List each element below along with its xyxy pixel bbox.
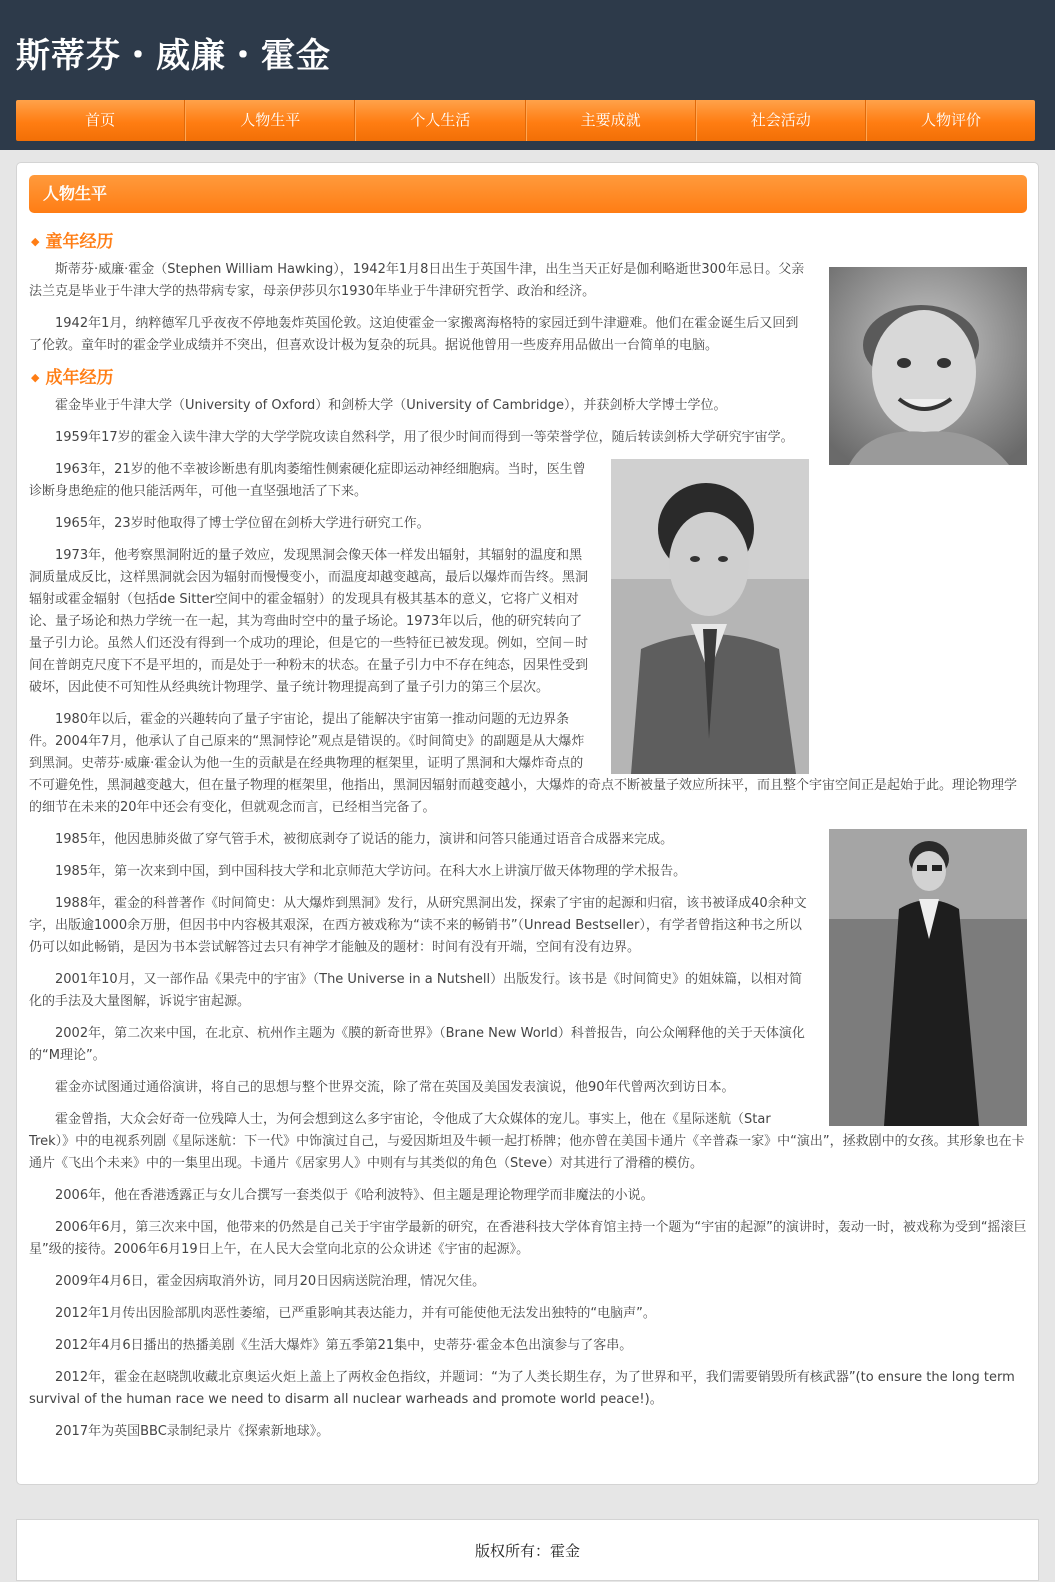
main-panel xyxy=(16,162,1039,1485)
paragraph: 1985年，他因患肺炎做了穿气管手术，被彻底剥夺了说话的能力，演讲和问答只能通过语音合成器来完成。 xyxy=(55,832,674,847)
paragraph: 1973年，他考察黑洞附近的量子效应，发现黑洞会像天体一样发出辐射，其辐射的温度和黑洞质量成反比，这样黑洞就会因为辐射而慢慢变小，而温度却越变越高，最后以爆炸而告终。黑洞辐射或霍金辐射（包括de Sitter空间中的霍金辐射）的发现具有极其基本的意义，它将广义相对论、量子场论和热力学统一在一起，其为弯曲时空中的量子场论。1973年以后，他的研究转向了量子引力论。虽然人们还没有得到一个成功的理论，但是它的一些特征已被发现。例如，空间－时间在普朗克尺度下不是平坦的，而是处于一种粉末的状态。在量子引力中不存在纯态，因果性受到破坏，因此使不可知性从经典统计物理学、量子统计物理提高到了量子引力的第三个层次。 xyxy=(29,548,589,695)
graduation-photo xyxy=(829,829,1027,1126)
paragraph: 霍金曾指，大众会好奇一位残障人士，为何会想到这么多宇宙论，令他成了大众媒体的宠儿。事实上，他在《星际迷航（Star Trek）》中的电视系列剧《星际迷航：下一代》中饰演过自己，与爱因斯坦及牛顿一起打桥牌；他亦曾在美国卡通片《辛普森一家》中“演出”，拯救剧中的女孩。其形象也在卡通片《飞出个未来》中的一集里出现。卡通片《居家男人》中则有与其类似的角色（Steve）对其进行了滑稽的模仿。 xyxy=(29,1112,1025,1171)
paragraph: 2006年6月，第三次来中国，他带来的仍然是自己关于宇宙学最新的研究，在香港科技大学体育馆主持一个题为“宇宙的起源”的演讲时，轰动一时，被戏称为受到“摇滚巨星”级的接待。2006年6月19日上午，在人民大会堂向北京的公众讲述《宇宙的起源》。 xyxy=(29,1220,1027,1257)
paragraph: 霍金毕业于牛津大学（University of Oxford）和剑桥大学（University of Cambridge），并获剑桥大学博士学位。 xyxy=(55,398,727,413)
paragraph: 1988年，霍金的科普著作《时间简史：从大爆炸到黑洞》发行，从研究黑洞出发，探索了宇宙的起源和归宿，该书被译成40余种文字，出版逾1000余万册，但因书中内容极其艰深，在西方被戏称为“读不来的畅销书”（Unread Bestseller），有学者曾指这种书之所以仍可以如此畅销，是因为书本尝试解答过去只有神学才能触及的题材：时间有没有开端，空间有没有边界。 xyxy=(29,896,807,955)
paragraph: 1959年17岁的霍金入读牛津大学的大学学院攻读自然科学，用了很少时间而得到一等荣誉学位，随后转读剑桥大学研究宇宙学。 xyxy=(55,430,794,445)
diamond-bullet-icon: ◆ xyxy=(31,371,40,384)
paragraph: 霍金亦试图通过通俗演讲，将自己的思想与整个世界交流，除了常在英国及美国发表演说，他90年代曾两次到访日本。 xyxy=(55,1080,735,1095)
adult-heading-text: 成年经历 xyxy=(45,368,114,388)
paragraph: 斯蒂芬·威廉·霍金（Stephen William Hawking），1942年1月8日出生于英国牛津，出生当天正好是伽利略逝世300年忌日。父亲法兰克是毕业于牛津大学的热带病专家，母亲伊莎贝尔1930年毕业于牛津研究哲学、政治和经济。 xyxy=(29,262,805,299)
paragraph: 1985年，第一次来到中国，到中国科技大学和北京师范大学访问。在科大水上讲演厅做天体物理的学术报告。 xyxy=(55,864,687,879)
paragraph: 2012年4月6日播出的热播美剧《生活大爆炸》第五季第21集中，史蒂芬·霍金本色出演参与了客串。 xyxy=(55,1338,633,1353)
paragraph: 1963年，21岁的他不幸被诊断患有肌肉萎缩性侧索硬化症即运动神经细胞病。当时，医生曾诊断身患绝症的他只能活两年，可他一直坚强地活了下来。 xyxy=(29,462,586,499)
paragraph: 2001年10月，又一部作品《果壳中的宇宙》（The Universe in a Nutshell）出版发行。该书是《时间简史》的姐妹篇，以相对简化的手法及大量图解，诉说宇宙起源。 xyxy=(29,972,803,1009)
childhood-heading-text: 童年经历 xyxy=(45,232,114,252)
copyright-text: 版权所有：霍金 xyxy=(474,1542,580,1560)
nav-item-social-activities[interactable]: 社会活动 xyxy=(696,100,866,141)
childhood-photo xyxy=(829,267,1027,465)
childhood-heading xyxy=(29,231,1027,253)
paragraph: 2006年，他在香港透露正与女儿合撰写一套类似于《哈利波特》、但主题是理论物理学而非魔法的小说。 xyxy=(55,1188,654,1203)
paragraph: 2012年1月传出因脸部肌肉恶性萎缩，已严重影响其表达能力，并有可能使他无法发出独特的“电脑声”。 xyxy=(55,1306,656,1321)
diamond-bullet-icon: ◆ xyxy=(31,235,40,248)
paragraph: 2012年，霍金在赵晓凯收藏北京奥运火炬上盖上了两枚金色指纹，并题词：“为了人类长期生存，为了世界和平，我们需要销毁所有核武器”(to ensure the long term survival of the human race we need to disarm all nuclear warheads and promote world peace!)。 xyxy=(29,1370,1015,1407)
article-content xyxy=(29,221,1027,1453)
youth-photo xyxy=(611,459,809,774)
nav-item-evaluation[interactable]: 人物评价 xyxy=(866,100,1035,141)
paragraph: 2009年4月6日，霍金因病取消外访，同月20日因病送院治理，情况欠佳。 xyxy=(55,1274,486,1289)
site-title: 斯蒂芬・威廉・霍金 xyxy=(16,36,331,76)
paragraph: 1965年，23岁时他取得了博士学位留在剑桥大学进行研究工作。 xyxy=(55,516,430,531)
nav-item-personal-life[interactable]: 个人生活 xyxy=(355,100,525,141)
main-nav xyxy=(16,100,1035,141)
site-footer xyxy=(16,1519,1039,1581)
nav-item-achievements[interactable]: 主要成就 xyxy=(526,100,696,141)
paragraph: 1980年以后，霍金的兴趣转向了量子宇宙论，提出了能解决宇宙第一推动问题的无边界条件。2004年7月，他承认了自己原来的“黑洞悖论”观点是错误的。《时间简史》的副题是从大爆炸到黑洞。史蒂芬·威廉·霍金认为他一生的贡献是在经典物理的框架里，证明了黑洞和大爆炸奇点的不可避免性，黑洞越变越大，但在量子物理的框架里，他指出，黑洞因辐射而越变越小，大爆炸的奇点不断被量子效应所抹平，而且整个宇宙空间正是起始于此。理论物理学的细节在未来的20年中还会有变化，但就观念而言，已经相当完备了。 xyxy=(29,712,1018,815)
section-title: 人物生平 xyxy=(29,175,1027,213)
paragraph: 2017年为英国BBC录制纪录片《探索新地球》。 xyxy=(55,1424,330,1439)
nav-item-home[interactable]: 首页 xyxy=(16,100,185,141)
nav-item-biography[interactable]: 人物生平 xyxy=(185,100,355,141)
site-header xyxy=(0,0,1055,150)
paragraph: 1942年1月，纳粹德军几乎夜夜不停地轰炸英国伦敦。这迫使霍金一家搬离海格特的家园迁到牛津避难。他们在霍金诞生后又回到了伦敦。童年时的霍金学业成绩并不突出，但喜欢设计极为复杂的玩具。据说他曾用一些废弃用品做出一台简单的电脑。 xyxy=(29,316,799,353)
paragraph: 2002年，第二次来中国，在北京、杭州作主题为《膜的新奇世界》（Brane New World）科普报告，向公众阐释他的关于天体演化的“M理论”。 xyxy=(29,1026,805,1063)
